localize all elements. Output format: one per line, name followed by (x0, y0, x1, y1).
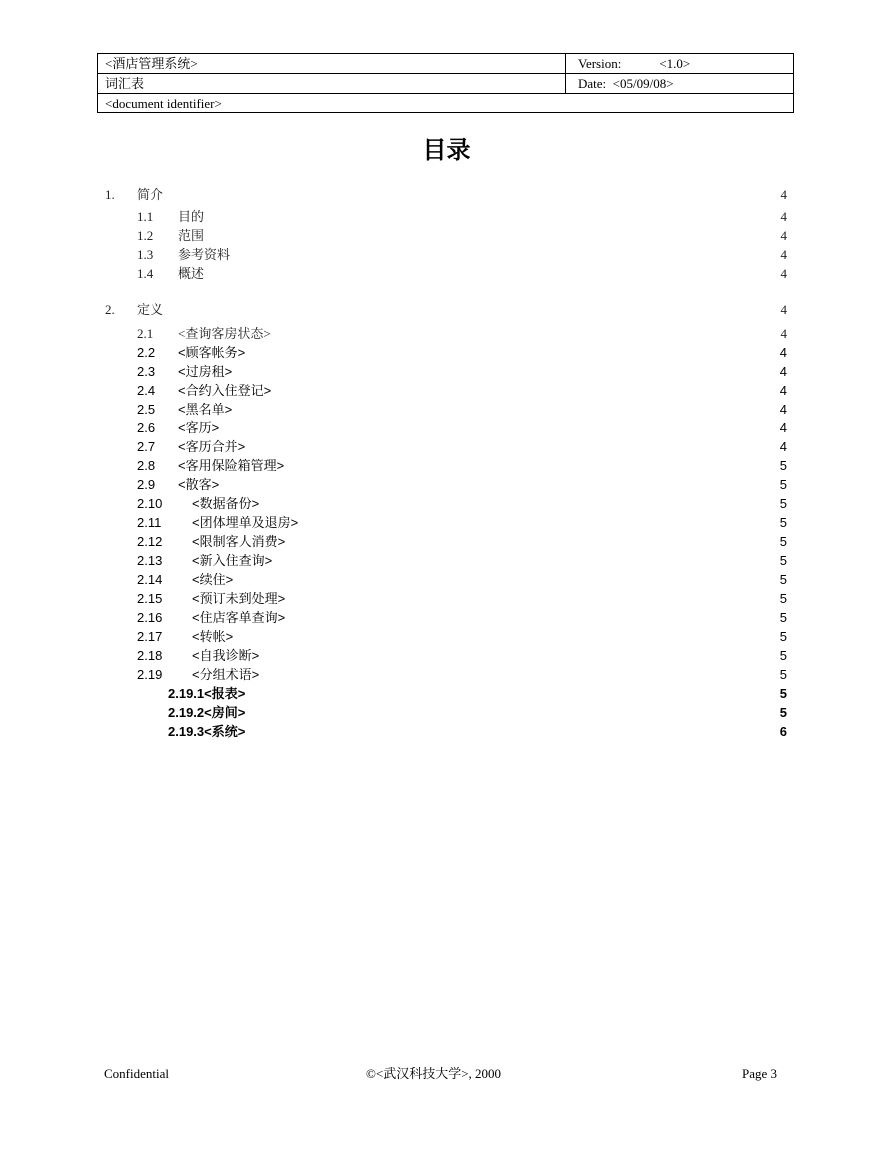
toc-entry-label: <过房租> (178, 364, 233, 379)
toc-entry-page: 4 (780, 187, 787, 202)
toc-entry-page: 5 (779, 629, 787, 644)
toc-entry-number: 1.1 (137, 209, 154, 224)
toc-entry-label: <转帐> (192, 629, 234, 644)
toc-entry-number: 2.9 (137, 477, 156, 492)
toc-entry-number: 2.7 (137, 439, 156, 454)
toc-entry-page: 4 (780, 209, 787, 224)
toc-entry-page: 5 (779, 667, 787, 682)
toc-entry-number: 2.5 (137, 402, 156, 417)
toc-entry[interactable] (0, 264, 893, 283)
toc-entry-label: <限制客人消费> (192, 534, 286, 549)
toc-entry-page: 5 (779, 705, 787, 720)
toc-entry-number: 2.10 (137, 496, 163, 511)
toc-entry-number: 2.8 (137, 458, 156, 473)
toc-entry-label: <查询客房状态> (178, 326, 271, 341)
toc-entry-number: 2.17 (137, 629, 163, 644)
toc-entry-label: <预订未到处理> (192, 591, 286, 606)
toc-entry[interactable] (0, 226, 893, 245)
toc-entry-number: 2.6 (137, 420, 156, 435)
footer-confidential: Confidential (104, 1066, 169, 1081)
toc-entry-number: 1.4 (137, 266, 154, 281)
version-label: Version: (578, 56, 622, 71)
toc-entry-number: 2.16 (137, 610, 163, 625)
toc-entry[interactable] (0, 418, 893, 437)
toc-entry-page: 5 (779, 534, 787, 549)
toc-entry-number: 2.2 (137, 345, 156, 360)
toc-entry-label: <客历合并> (178, 439, 246, 454)
toc-entry[interactable] (0, 475, 893, 494)
toc-title: 目录 (422, 136, 471, 164)
toc-entry-page: 5 (779, 610, 787, 625)
toc-entry-label: 目的 (178, 209, 205, 224)
toc-entry-number: 2.13 (137, 553, 163, 568)
toc-entry-number: 1.3 (137, 247, 154, 262)
toc-entry-label: <续住> (192, 572, 234, 587)
toc-entry-page: 5 (779, 477, 787, 492)
toc-entry-number: 2.1 (137, 326, 154, 341)
toc-entry-label: <新入住查询> (192, 553, 273, 568)
toc-entry[interactable] (0, 343, 893, 362)
toc-entry-label: <团体埋单及退房> (192, 515, 299, 530)
toc-entry[interactable] (0, 245, 893, 264)
toc-entry-number: 2. (105, 302, 115, 317)
toc-entry-page: 5 (779, 591, 787, 606)
toc-entry-label: 2.19.2<房间> (168, 705, 246, 720)
toc-entry-page: 5 (779, 496, 787, 511)
toc-entry-label: <客历> (178, 420, 220, 435)
toc-entry-page: 5 (779, 515, 787, 530)
toc-entry-number: 1.2 (137, 228, 154, 243)
toc-entry-page: 4 (780, 302, 787, 317)
toc-entry-label: <分组术语> (192, 667, 260, 682)
toc-entry[interactable] (0, 665, 893, 684)
toc-entry-page: 4 (780, 266, 787, 281)
toc-entry[interactable] (0, 532, 893, 551)
toc-entry-page: 6 (779, 724, 787, 739)
toc-entry-label: 2.19.3<系统> (168, 724, 246, 739)
toc-entry[interactable] (0, 456, 893, 475)
toc-entry-label: <散客> (178, 477, 220, 492)
toc-entry-page: 4 (779, 420, 787, 435)
toc-entry-label: 概述 (178, 266, 205, 281)
toc-entry-number: 2.4 (137, 383, 156, 398)
toc-entry-label: <数据备份> (192, 496, 260, 511)
toc-entry-number: 2.15 (137, 591, 163, 606)
toc-entry[interactable] (0, 381, 893, 400)
toc-entry[interactable] (0, 362, 893, 381)
toc-entry[interactable] (0, 684, 893, 703)
toc-entry-page: 4 (780, 326, 787, 341)
system-name: <酒店管理系统> (105, 56, 198, 71)
toc-entry-label: <客用保险箱管理> (178, 458, 285, 473)
toc-entry-label: 2.19.1<报表> (168, 686, 246, 701)
toc-entry-page: 4 (780, 228, 787, 243)
toc-entry[interactable] (0, 494, 893, 513)
toc-entry[interactable] (0, 608, 893, 627)
toc-entry-page: 5 (779, 686, 787, 701)
toc-entry-label: 范围 (178, 228, 205, 243)
toc-entry-number: 2.18 (137, 648, 163, 663)
toc-entry-page: 4 (779, 402, 787, 417)
toc-entry[interactable] (0, 324, 893, 343)
toc-entry[interactable] (0, 513, 893, 532)
toc-entry[interactable] (0, 703, 893, 722)
toc-entry[interactable] (0, 207, 893, 226)
date-label: Date: (578, 76, 607, 91)
toc-entry[interactable] (0, 646, 893, 665)
toc-entry-page: 5 (779, 553, 787, 568)
toc-entry[interactable] (0, 722, 893, 741)
toc-entry-page: 4 (779, 345, 787, 360)
toc-entry-label: <自我诊断> (192, 648, 260, 663)
toc-entry-label: <合约入住登记> (178, 383, 272, 398)
toc-entry[interactable] (0, 300, 893, 319)
toc-entry[interactable] (0, 437, 893, 456)
toc-entry-number: 2.11 (137, 515, 162, 530)
toc-entry-page: 5 (779, 458, 787, 473)
toc-entry[interactable] (0, 589, 893, 608)
toc-entry-page: 4 (779, 383, 787, 398)
toc-entry[interactable] (0, 627, 893, 646)
toc-entry-page: 5 (779, 648, 787, 663)
footer-copyright: ©<武汉科技大学>, 2000 (366, 1066, 502, 1081)
toc-entry-number: 2.19 (137, 667, 163, 682)
footer-page-number: Page 3 (742, 1066, 778, 1081)
toc-entry-number: 1. (105, 187, 115, 202)
toc-entry[interactable] (0, 570, 893, 589)
document-type: 词汇表 (105, 76, 145, 91)
toc-entry-number: 2.14 (137, 572, 163, 587)
toc-entry-label: 定义 (137, 302, 164, 317)
toc-entry-number: 2.3 (137, 364, 156, 379)
version-value: <1.0> (659, 56, 691, 71)
toc-entry[interactable] (0, 185, 893, 204)
toc-entry-page: 4 (779, 439, 787, 454)
toc-entry[interactable] (0, 551, 893, 570)
toc-entry-page: 4 (780, 247, 787, 262)
toc-entry[interactable] (0, 400, 893, 419)
document-identifier: <document identifier> (105, 96, 222, 111)
toc-entry-page: 5 (779, 572, 787, 587)
toc-entry-label: <顾客帐务> (178, 345, 246, 360)
date-value: <05/09/08> (612, 76, 674, 91)
toc-entry-number: 2.12 (137, 534, 163, 549)
toc-entry-label: <黑名单> (178, 402, 233, 417)
toc-entry-label: 参考资料 (178, 247, 231, 262)
toc-entry-page: 4 (779, 364, 787, 379)
toc-entry-label: <住店客单查询> (192, 610, 286, 625)
toc-entry-label: 简介 (137, 187, 164, 202)
